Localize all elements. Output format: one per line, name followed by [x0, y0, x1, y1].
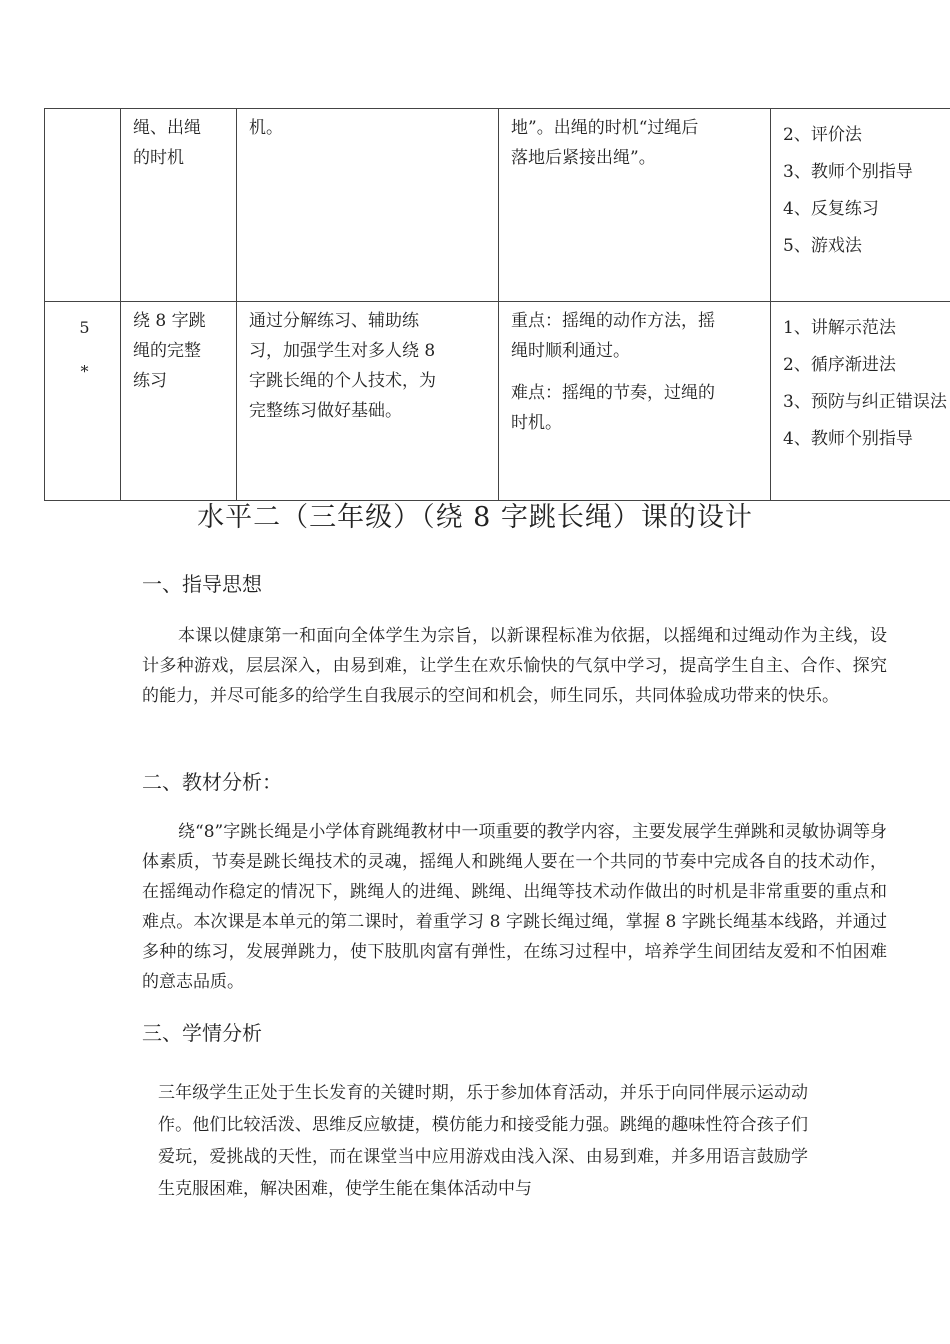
method-cell — [771, 109, 950, 302]
method-item: 1、讲解示范法 — [783, 318, 896, 338]
content-line: 绳的完整 — [133, 341, 201, 361]
method-item: 5、游戏法 — [783, 236, 862, 256]
difficulty-block — [511, 378, 762, 438]
method-item: 4、教师个别指导 — [783, 429, 913, 449]
row-mark: * — [80, 362, 89, 381]
key-point-line: 绳时顺利通过。 — [511, 341, 630, 361]
difficulty-line: 难点：摇绳的节奏，过绳的 — [511, 383, 715, 403]
section-paragraph-guiding-idea: 本课以健康第一和面向全体学生为宗旨，以新课程标准为依据，以摇绳和过绳动作为主线，设计多种游戏，层层深入，由易到难，让学生在欢乐愉快的气氛中学习，提高学生自主、合作、探究的能力，并尽可能多的给学生自我展示的空间和机会，师生同乐，共同体验成功带来的快乐。 — [142, 626, 887, 706]
content-cell — [121, 109, 237, 302]
method-item: 3、预防与纠正错误法 — [783, 392, 947, 412]
difficulty-line: 时机。 — [511, 413, 562, 433]
key-point-line: 重点：摇绳的动作方法，摇 — [511, 311, 715, 331]
key-point-cell — [499, 302, 771, 501]
key-point-line: 地”。出绳的时机“过绳后 — [511, 118, 699, 138]
method-item: 3、教师个别指导 — [783, 162, 913, 182]
section-heading-student-analysis: 三、学情分析 — [142, 1021, 262, 1045]
row-number: 5 — [79, 318, 90, 337]
method-cell — [771, 302, 950, 501]
section-paragraph-material-analysis: 绕“8”字跳长绳是小学体育跳绳教材中一项重要的教学内容，主要发展学生弹跳和灵敏协调等身体素质，节奏是跳长绳技术的灵魂，摇绳人和跳绳人要在一个共同的节奏中完成各自的技术动作，在摇绳动作稳定的情况下，跳绳人的进绳、跳绳、出绳等技术动作做出的时机是非常重要的重点和难点。本次课是本单元的第二课时，着重学习 8 字跳长绳过绳，掌握 8 字跳长绳基本线路，并通过多种的练习，发展弹跳力，使下肢肌肉富有弹性，在练习过程中，培养学生间团结友爱和不怕困难的意志品质。 — [142, 822, 887, 992]
table-row — [45, 109, 950, 302]
goal-line: 通过分解练习、辅助练 — [249, 311, 419, 331]
lesson-plan-table — [44, 108, 950, 501]
row-number-cell — [45, 109, 121, 302]
row-number-cell — [45, 302, 121, 501]
content-cell — [121, 302, 237, 501]
goal-line: 字跳长绳的个人技术，为 — [249, 371, 436, 391]
section-heading-guiding-idea: 一、指导思想 — [142, 572, 262, 596]
goal-line: 完整练习做好基础。 — [249, 401, 402, 421]
section-paragraph-student-analysis: 三年级学生正处于生长发育的关键时期，乐于参加体育活动，并乐于向同伴展示运动动作。他们比较活泼、思维反应敏捷，模仿能力和接受能力强。跳绳的趣味性符合孩子们爱玩，爱挑战的天性，而在课堂当中应用游戏由浅入深、由易到难，并多用语言鼓励学生克服困难，解决困难，使学生能在集体活动中与 — [158, 1083, 808, 1199]
content-line: 绳、出绳 — [133, 118, 201, 138]
goal-line: 机。 — [249, 118, 283, 138]
section-heading-material-analysis: 二、教材分析： — [142, 770, 282, 794]
table-row — [45, 302, 950, 501]
content-line: 练习 — [133, 371, 167, 391]
content-line: 绕 8 字跳 — [133, 311, 206, 331]
method-item: 4、反复练习 — [783, 199, 879, 219]
key-point-line: 落地后紧接出绳”。 — [511, 148, 656, 168]
document-title: 水平二（三年级）（绕 8 字跳长绳）课的设计 — [197, 502, 753, 533]
content-line: 的时机 — [133, 148, 184, 168]
method-item: 2、循序渐进法 — [783, 355, 896, 375]
goal-cell — [237, 302, 499, 501]
key-point-cell — [499, 109, 771, 302]
key-point-block — [511, 306, 762, 366]
method-item: 2、评价法 — [783, 125, 862, 145]
goal-line: 习，加强学生对多人绕 8 — [249, 341, 436, 361]
goal-cell — [237, 109, 499, 302]
